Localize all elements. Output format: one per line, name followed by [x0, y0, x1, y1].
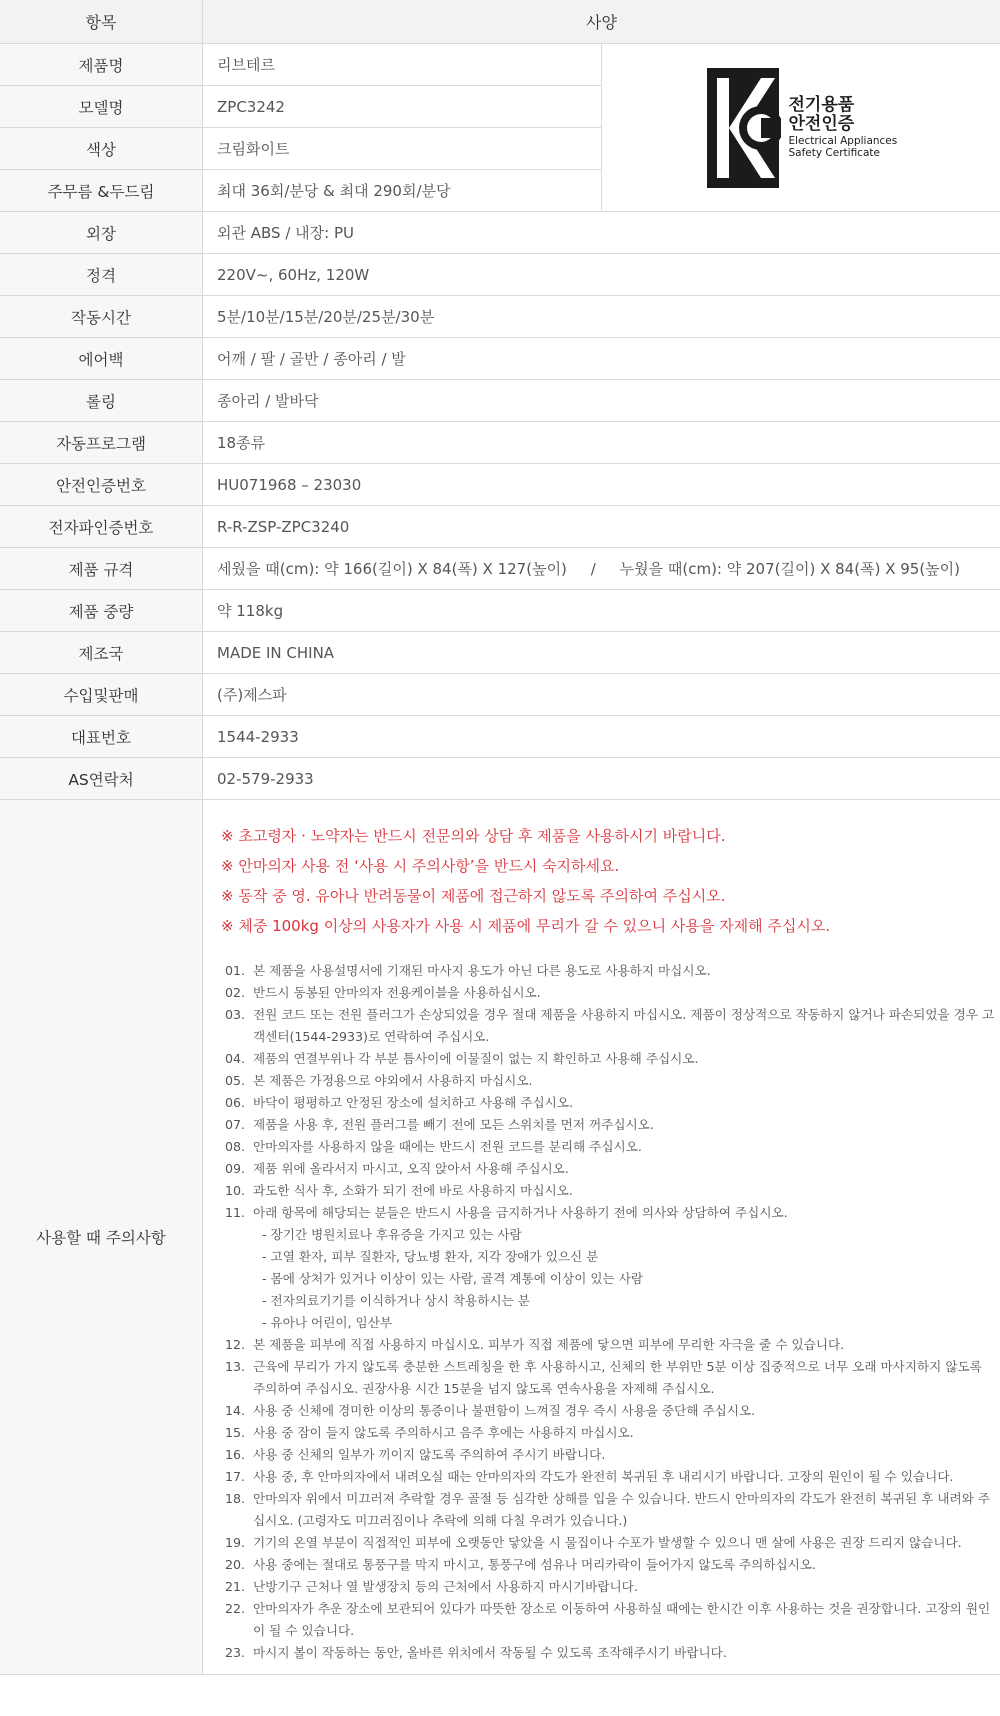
spec-value: 크림화이트: [203, 128, 602, 170]
spec-row: [0, 212, 1000, 254]
spec-value: 세웠을 때(cm): 약 166(길이) X 84(폭) X 127(높이) / 누웠을 때(cm): 약 207(길이) X 84(폭) X 95(높이): [203, 548, 1000, 590]
note-text: 사용 중 잠이 들지 않도록 주의하시고 음주 후에는 사용하지 마십시오.: [253, 1425, 634, 1440]
caution-note: [219, 1466, 1000, 1488]
spec-value: 18종류: [203, 422, 1000, 464]
spec-label: 롤링: [0, 380, 203, 422]
note-number: 21.: [224, 1579, 245, 1594]
note-number: 15.: [224, 1425, 245, 1440]
note-number: 11.: [224, 1205, 245, 1220]
kc-label-en-1: Electrical Appliances: [788, 134, 898, 147]
note-text: 난방기구 근처나 열 발생장치 등의 근처에서 사용하지 마시기바랍니다.: [253, 1579, 638, 1594]
spec-value: 220V~, 60Hz, 120W: [203, 254, 1000, 296]
caution-note: [219, 1488, 1000, 1532]
note-number: 05.: [224, 1073, 245, 1088]
note-number: 18.: [224, 1491, 245, 1506]
note-number: 07.: [224, 1117, 245, 1132]
warning-list: [203, 800, 1000, 936]
spec-row: [0, 716, 1000, 758]
caution-sub-item: - 장기간 병원치료나 후유증을 가지고 있는 사람: [262, 1227, 522, 1242]
caution-note: [219, 1004, 1000, 1048]
note-text: 사용 중 신체의 일부가 끼이지 않도록 주의하여 주시기 바랍니다.: [253, 1447, 606, 1462]
note-text: 기기의 온열 부분이 직접적인 피부에 오랫동안 닿았을 시 물집이나 수포가 발생할 수 있으니 맨 살에 사용은 권장 드리지 않습니다.: [253, 1535, 962, 1550]
note-number: 20.: [224, 1557, 245, 1572]
spec-value: 리브테르: [203, 44, 602, 86]
note-number: 03.: [224, 1007, 245, 1022]
spec-value: 종아리 / 발바닥: [203, 380, 1000, 422]
caution-note: [219, 1070, 1000, 1092]
caution-label: 사용할 때 주의사항: [0, 800, 203, 1675]
warning-item: ※ 체중 100kg 이상의 사용자가 사용 시 제품에 무리가 갈 수 있으니 사용을 자제해 주십시오.: [221, 917, 831, 935]
spec-label: 작동시간: [0, 296, 203, 338]
warning-item: ※ 초고령자 · 노약자는 반드시 전문의와 상담 후 제품을 사용하시기 바랍니다.: [221, 827, 726, 845]
caution-sub-item: - 몸에 상처가 있거나 이상이 있는 사람, 골격 계통에 이상이 있는 사람: [262, 1271, 644, 1286]
spec-row: [0, 506, 1000, 548]
spec-label: 모델명: [0, 86, 203, 128]
note-text: 안마의자가 추운 장소에 보관되어 있다가 따뜻한 장소로 이동하여 사용하실 때에는 한시간 이후 사용하는 것을 권장합니다. 고장의 원인이 될 수 있습니다.: [253, 1601, 991, 1638]
caution-note: [219, 960, 1000, 982]
note-text: 본 제품을 사용설명서에 기재된 마사지 용도가 아닌 다른 용도로 사용하지 마십시오.: [253, 963, 711, 978]
spec-value: ZPC3242: [203, 86, 602, 128]
spec-row: [0, 548, 1000, 590]
note-text: 마시지 볼이 작동하는 동안, 올바른 위치에서 작동될 수 있도록 조작해주시기 바랍니다.: [253, 1645, 727, 1660]
note-text: 안마의자를 사용하지 않을 때에는 반드시 전원 코드를 분리해 주십시오.: [253, 1139, 642, 1154]
spec-row: [0, 254, 1000, 296]
spec-row: [0, 422, 1000, 464]
spec-label: 제조국: [0, 632, 203, 674]
caution-note: [219, 1532, 1000, 1554]
note-text: 바닥이 평평하고 안정된 장소에 설치하고 사용해 주십시오.: [253, 1095, 573, 1110]
spec-row: [0, 338, 1000, 380]
spec-label: 제품명: [0, 44, 203, 86]
caution-sub-item: - 고열 환자, 피부 질환자, 당뇨병 환자, 지각 장애가 있으신 분: [262, 1249, 599, 1264]
spec-row: [0, 296, 1000, 338]
note-number: 06.: [224, 1095, 245, 1110]
note-text: 제품의 연결부위나 각 부분 틈사이에 이물질이 없는 지 확인하고 사용해 주십시오.: [253, 1051, 699, 1066]
note-number: 04.: [224, 1051, 245, 1066]
kc-cert: [601, 44, 1000, 212]
note-number: 09.: [224, 1161, 245, 1176]
spec-row: [0, 674, 1000, 716]
caution-note: [219, 1400, 1000, 1422]
warning-item: ※ 안마의자 사용 전 ‘사용 시 주의사항’을 반드시 숙지하세요.: [221, 857, 620, 875]
caution-note: [219, 1642, 1000, 1664]
spec-value: 5분/10분/15분/20분/25분/30분: [203, 296, 1000, 338]
spec-value: 외관 ABS / 내장: PU: [203, 212, 1000, 254]
caution-note: [219, 1356, 1000, 1400]
spec-value: R-R-ZSP-ZPC3240: [203, 506, 1000, 548]
spec-value: 어깨 / 팔 / 골반 / 종아리 / 발: [203, 338, 1000, 380]
spec-label: 주무름 &두드림: [0, 170, 203, 212]
caution-note: [219, 1444, 1000, 1466]
note-text: 아래 항목에 해당되는 분들은 반드시 사용을 금지하거나 사용하기 전에 의사와 상담하여 주십시오.: [253, 1205, 788, 1220]
note-number: 14.: [224, 1403, 245, 1418]
note-number: 13.: [224, 1359, 245, 1374]
spec-row: [0, 44, 1000, 86]
spec-row: [0, 632, 1000, 674]
spec-value: 02-579-2933: [203, 758, 1000, 800]
spec-value: MADE IN CHINA: [203, 632, 1000, 674]
kc-label-ko-1: 전기용품: [788, 94, 855, 115]
kc-text: [789, 96, 898, 159]
header-item: 항목: [0, 0, 203, 44]
caution-note: [219, 1092, 1000, 1114]
caution-note: [219, 1180, 1000, 1202]
spec-value: HU071968 – 23030: [203, 464, 1000, 506]
spec-label: 색상: [0, 128, 203, 170]
caution-note: [219, 1114, 1000, 1136]
note-text: 안마의자 위에서 미끄러져 추락할 경우 골절 등 심각한 상해를 입을 수 있습니다. 반드시 안마의자의 각도가 완전히 복귀된 후 내려와 주십시오. (고령자도 미끄러짐이나 추락에 의해 다칠 우려가 있습니다.): [253, 1491, 991, 1528]
spec-label: 에어백: [0, 338, 203, 380]
kc-mark-icon: [705, 66, 781, 190]
spec-value: 약 118kg: [203, 590, 1000, 632]
spec-label: 정격: [0, 254, 203, 296]
caution-note: [219, 1576, 1000, 1598]
note-number: 02.: [224, 985, 245, 1000]
caution-note: [219, 1598, 1000, 1642]
spec-value: 최대 36회/분당 & 최대 290회/분당: [203, 170, 602, 212]
note-text: 반드시 동봉된 안마의자 전용케이블을 사용하십시오.: [253, 985, 541, 1000]
note-text: 본 제품은 가정용으로 야외에서 사용하지 마십시오.: [253, 1073, 533, 1088]
spec-value: 1544-2933: [203, 716, 1000, 758]
note-number: 17.: [224, 1469, 245, 1484]
note-text: 사용 중에는 절대로 통풍구를 막지 마시고, 통풍구에 섬유나 머리카락이 들어가지 않도록 주의하십시오.: [253, 1557, 816, 1572]
spec-row: [0, 380, 1000, 422]
warning-item: ※ 동작 중 영. 유아나 반려동물이 제품에 접근하지 않도록 주의하여 주십시오.: [221, 887, 726, 905]
spec-row: [0, 590, 1000, 632]
note-number: 16.: [224, 1447, 245, 1462]
spec-label: 전자파인증번호: [0, 506, 203, 548]
spec-label: 외장: [0, 212, 203, 254]
spec-row: [0, 464, 1000, 506]
spec-label: AS연락처: [0, 758, 203, 800]
note-number: 19.: [224, 1535, 245, 1550]
caution-sub-item: - 유아나 어린이, 임산부: [262, 1315, 393, 1330]
caution-note: [219, 1136, 1000, 1158]
note-text: 본 제품을 피부에 직접 사용하지 마십시오. 피부가 직접 제품에 닿으면 피부에 무리한 자극을 줄 수 있습니다.: [253, 1337, 845, 1352]
caution-note: [219, 1334, 1000, 1356]
note-number: 22.: [224, 1601, 245, 1616]
caution-note: [219, 982, 1000, 1004]
note-number: 10.: [224, 1183, 245, 1198]
spec-label: 자동프로그램: [0, 422, 203, 464]
note-text: 제품을 사용 후, 전원 플러그를 빼기 전에 모든 스위치를 먼저 꺼주십시오.: [253, 1117, 654, 1132]
note-text: 근육에 무리가 가지 않도록 충분한 스트레칭을 한 후 사용하시고, 신체의 한 부위만 5분 이상 집중적으로 너무 오래 마사지하지 않도록 주의하여 주십시오. 권장사용 시간 15분을 넘지 않도록 연속사용을 자제해 주십시오.: [253, 1359, 982, 1396]
note-text: 과도한 식사 후, 소화가 되기 전에 바로 사용하지 마십시오.: [253, 1183, 573, 1198]
note-number: 01.: [224, 963, 245, 978]
spec-label: 제품 규격: [0, 548, 203, 590]
kc-label-ko-2: 안전인증: [788, 114, 855, 135]
spec-label: 제품 중량: [0, 590, 203, 632]
spec-label: 대표번호: [0, 716, 203, 758]
note-text: 전원 코드 또는 전원 플러그가 손상되었을 경우 절대 제품을 사용하지 마십시오. 제품이 정상적으로 작동하지 않거나 파손되었을 경우 고객센터(1544-2933)로 연락하여 주십시오.: [253, 1007, 995, 1044]
caution-note: [219, 1202, 1000, 1224]
note-number: 23.: [224, 1645, 245, 1660]
spec-label: 안전인증번호: [0, 464, 203, 506]
note-number: 12.: [224, 1337, 245, 1352]
note-text: 사용 중 신체에 경미한 이상의 통증이나 불편함이 느껴질 경우 즉시 사용을 중단해 주십시오.: [253, 1403, 756, 1418]
kc-label-en-2: Safety Certificate: [788, 147, 880, 160]
note-number: 08.: [224, 1139, 245, 1154]
header-spec: 사양: [203, 0, 1000, 44]
caution-note: [219, 1048, 1000, 1070]
spec-value: (주)제스파: [203, 674, 1000, 716]
caution-sub-item: - 전자의료기기를 이식하거나 상시 착용하시는 분: [262, 1293, 530, 1308]
caution-note: [219, 1158, 1000, 1180]
caution-note: [219, 1422, 1000, 1444]
caution-note: [219, 1554, 1000, 1576]
caution-notes: [203, 945, 1000, 1664]
caution-content: [203, 800, 1000, 1675]
caution-row: [0, 800, 1000, 1675]
spec-label: 수입및판매: [0, 674, 203, 716]
note-text: 사용 중, 후 안마의자에서 내려오실 때는 안마의자의 각도가 완전히 복귀된 후 내리시기 바랍니다. 고장의 원인이 될 수 있습니다.: [253, 1469, 954, 1484]
note-text: 제품 위에 올라서지 마시고, 오직 앉아서 사용해 주십시오.: [253, 1161, 569, 1176]
spec-row: [0, 758, 1000, 800]
